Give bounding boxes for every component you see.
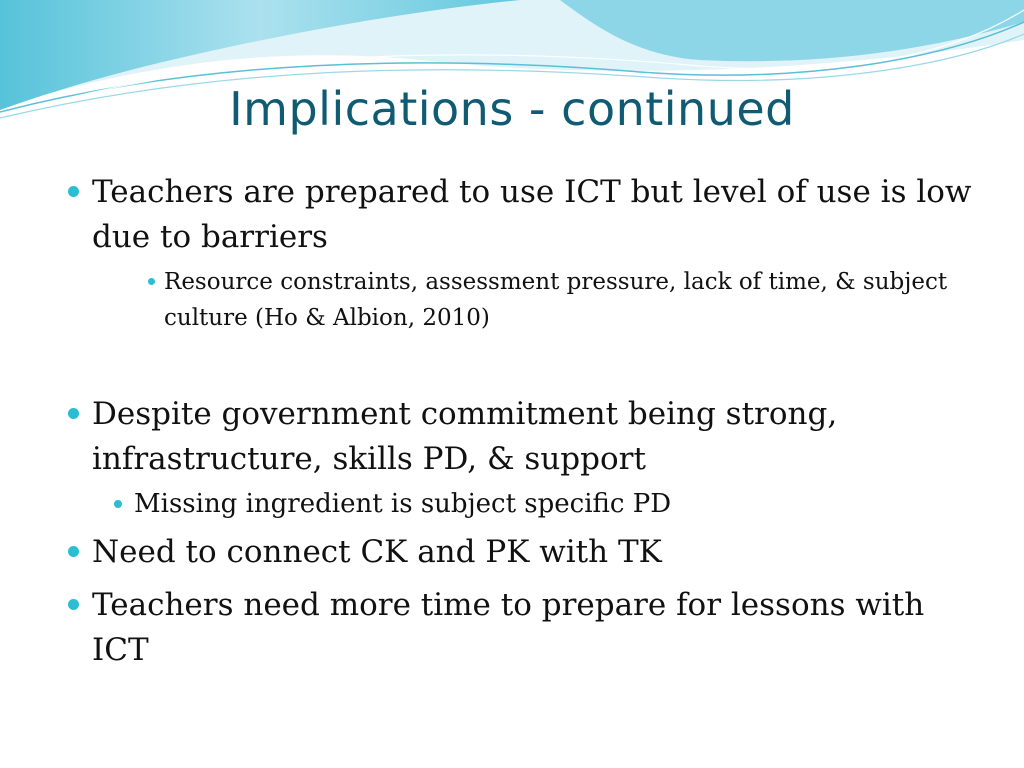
- bullet-text: Teachers are prepared to use ICT but level of use is low due to barriers: [92, 174, 972, 255]
- bullet-text: Need to connect CK and PK with TK: [92, 534, 662, 570]
- bullet-list: [62, 170, 982, 673]
- bullet-item: [62, 170, 982, 260]
- sub-bullet-item: [62, 264, 982, 336]
- bullet-dot-icon: [68, 599, 79, 610]
- bullet-dot-icon: [68, 186, 79, 197]
- sub-bullet-dot-icon: [114, 500, 122, 508]
- bullet-item: [62, 583, 982, 673]
- sub-bullet-item: [62, 486, 982, 522]
- bullet-dot-icon: [68, 408, 79, 419]
- sub-bullet-dot-icon: [148, 278, 155, 285]
- sub-bullet-text: Resource constraints, assessment pressure, lack of time, & subject culture (Ho & Albion, 2010): [164, 269, 948, 331]
- slide-title: Implications - continued: [229, 82, 795, 136]
- bullet-item: [62, 530, 982, 575]
- bullet-text: Teachers need more time to prepare for lessons with ICT: [92, 587, 925, 668]
- bullet-dot-icon: [68, 546, 79, 557]
- bullet-item: [62, 392, 982, 482]
- bullet-text: Despite government commitment being strong, infrastructure, skills PD, & support: [92, 396, 838, 477]
- sub-bullet-text: Missing ingredient is subject specific PD: [134, 489, 672, 519]
